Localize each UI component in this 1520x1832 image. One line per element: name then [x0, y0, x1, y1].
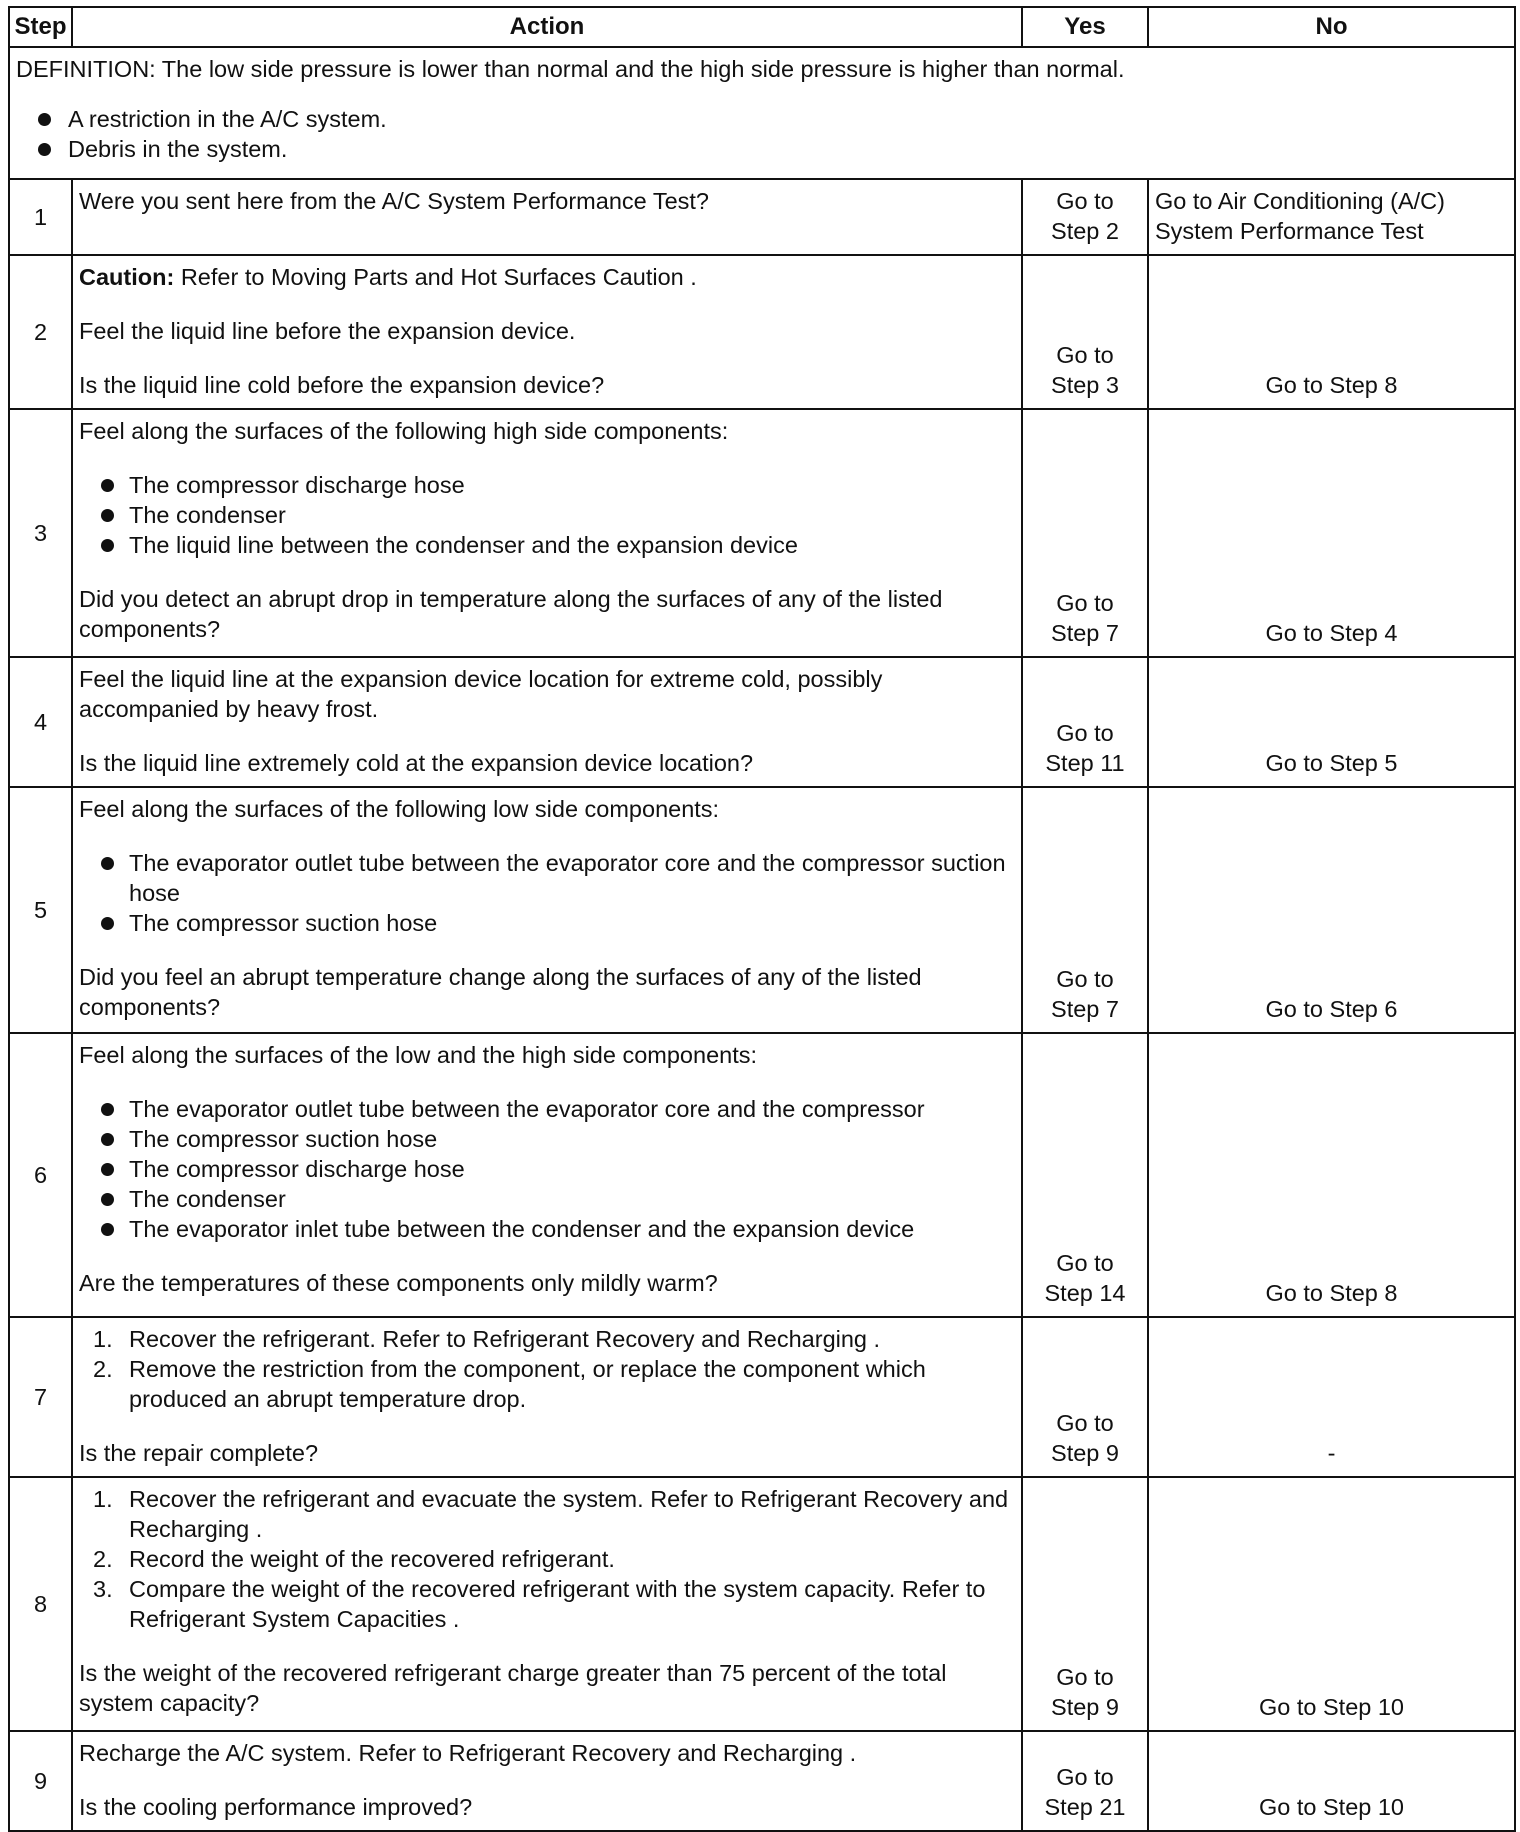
- header-row: [9, 7, 1515, 47]
- header-no: No: [1148, 7, 1515, 47]
- procedure-list: 1. Recover the refrigerant and evacuate the system. Refer to Refrigerant Recovery and Recharging . 2. Record the weight of the recovered refrigerant. 3. Compare the weight of the recovered refrigerant with the system capacity. Refer to Refrigerant System Capacities .: [93, 1486, 1009, 1632]
- list-item: Record the weight of the recovered refrigerant.: [129, 1546, 615, 1572]
- step-number: 8: [9, 1477, 72, 1731]
- list-item: The evaporator outlet tube between the evaporator core and the compressor: [79, 1094, 1013, 1124]
- list-item: Compare the weight of the recovered refrigerant with the system capacity. Refer to Refrigerant System Capacities .: [129, 1576, 986, 1632]
- step-instruction: Feel the liquid line before the expansion device.: [79, 318, 576, 344]
- header-yes: Yes: [1022, 7, 1148, 47]
- list-item: The compressor suction hose: [79, 908, 1013, 938]
- definition-list: [16, 104, 1506, 164]
- list-item: The condenser: [79, 500, 1013, 530]
- step-number: 4: [9, 657, 72, 787]
- step-number: 6: [9, 1033, 72, 1317]
- list-item: The compressor discharge hose: [79, 470, 1013, 500]
- no-cell: Go to Step 8: [1148, 1033, 1515, 1317]
- yes-cell: Go to Step 2: [1022, 179, 1148, 255]
- component-list: [79, 848, 1013, 938]
- no-cell: Go to Step 10: [1148, 1731, 1515, 1831]
- list-item: The compressor suction hose: [79, 1124, 1013, 1154]
- list-item: The evaporator inlet tube between the condenser and the expansion device: [79, 1214, 1013, 1244]
- step-number: 5: [9, 787, 72, 1033]
- step-question: Are the temperatures of these components only mildly warm?: [79, 1270, 718, 1296]
- procedure-list: 1. Recover the refrigerant. Refer to Refrigerant Recovery and Recharging . 2. Remove the restriction from the component, or replace the component which produced an abrupt temperature drop.: [93, 1326, 926, 1412]
- yes-cell: Go to Step 3: [1022, 255, 1148, 409]
- no-cell: Go to Step 5: [1148, 657, 1515, 787]
- table-row: [9, 179, 1515, 255]
- step-number: 2: [9, 255, 72, 409]
- component-list: [79, 1094, 1013, 1244]
- step-instruction: Feel along the surfaces of the following high side components:: [79, 418, 729, 444]
- list-item: Recover the refrigerant. Refer to Refrigerant Recovery and Recharging .: [129, 1326, 881, 1352]
- table-row: [9, 1477, 1515, 1731]
- step-instruction: Feel along the surfaces of the low and the high side components:: [79, 1042, 758, 1068]
- table-row: [9, 1731, 1515, 1831]
- step-question: Is the liquid line extremely cold at the expansion device location?: [79, 750, 754, 776]
- table-row: [9, 409, 1515, 657]
- step-instruction: Recharge the A/C system. Refer to Refrigerant Recovery and Recharging .: [79, 1740, 857, 1766]
- no-cell: Go to Step 6: [1148, 787, 1515, 1033]
- step-question: Is the weight of the recovered refrigerant charge greater than 75 percent of the total system capacity?: [79, 1660, 947, 1716]
- definition-text: DEFINITION: The low side pressure is lower than normal and the high side pressure is higher than normal.: [16, 56, 1125, 82]
- header-action: Action: [72, 7, 1022, 47]
- list-item: The condenser: [79, 1184, 1013, 1214]
- yes-cell: Go to Step 7: [1022, 787, 1148, 1033]
- yes-cell: Go to Step 7: [1022, 409, 1148, 657]
- caution-label: Caution:: [79, 264, 175, 290]
- step-question: Did you feel an abrupt temperature change along the surfaces of any of the listed components?: [79, 964, 922, 1020]
- yes-cell: Go to Step 21: [1022, 1731, 1148, 1831]
- step-number: 3: [9, 409, 72, 657]
- list-item: The liquid line between the condenser and the expansion device: [79, 530, 1013, 560]
- yes-cell: Go to Step 14: [1022, 1033, 1148, 1317]
- table-row: [9, 255, 1515, 409]
- definition-row: [9, 47, 1515, 179]
- step-instruction: Feel the liquid line at the expansion device location for extreme cold, possibly accompanied by heavy frost.: [79, 666, 883, 722]
- table-row: [9, 657, 1515, 787]
- no-cell: Go to Step 4: [1148, 409, 1515, 657]
- table-row: [9, 1317, 1515, 1477]
- yes-cell: Go to Step 9: [1022, 1477, 1148, 1731]
- step-question: Is the liquid line cold before the expansion device?: [79, 372, 605, 398]
- yes-cell: Go to Step 9: [1022, 1317, 1148, 1477]
- step-number: 1: [9, 179, 72, 255]
- list-item: The compressor discharge hose: [79, 1154, 1013, 1184]
- definition-bullet: Debris in the system.: [16, 134, 1506, 164]
- component-list: [79, 470, 1013, 560]
- definition-bullet: A restriction in the A/C system.: [16, 104, 1506, 134]
- list-item: Remove the restriction from the component, or replace the component which produced an abrupt temperature drop.: [129, 1356, 926, 1412]
- table-row: [9, 1033, 1515, 1317]
- diagnostic-table: [8, 6, 1516, 1832]
- step-number: 9: [9, 1731, 72, 1831]
- no-cell: Go to Air Conditioning (A/C) System Performance Test: [1148, 179, 1515, 255]
- header-step: Step: [9, 7, 72, 47]
- step-number: 7: [9, 1317, 72, 1477]
- yes-cell: Go to Step 11: [1022, 657, 1148, 787]
- list-item: Recover the refrigerant and evacuate the system. Refer to Refrigerant Recovery and Recharging .: [129, 1486, 1009, 1542]
- no-cell: Go to Step 10: [1148, 1477, 1515, 1731]
- step-question: Is the repair complete?: [79, 1440, 319, 1466]
- caution-text: Refer to Moving Parts and Hot Surfaces Caution .: [174, 264, 697, 290]
- step-question: Were you sent here from the A/C System Performance Test?: [79, 188, 709, 214]
- list-item: The evaporator outlet tube between the evaporator core and the compressor suction hose: [79, 848, 1013, 908]
- step-question: Is the cooling performance improved?: [79, 1794, 473, 1820]
- step-question: Did you detect an abrupt drop in temperature along the surfaces of any of the listed components?: [79, 586, 943, 642]
- no-cell: Go to Step 8: [1148, 255, 1515, 409]
- no-cell: -: [1148, 1317, 1515, 1477]
- table-row: [9, 787, 1515, 1033]
- step-instruction: Feel along the surfaces of the following low side components:: [79, 796, 720, 822]
